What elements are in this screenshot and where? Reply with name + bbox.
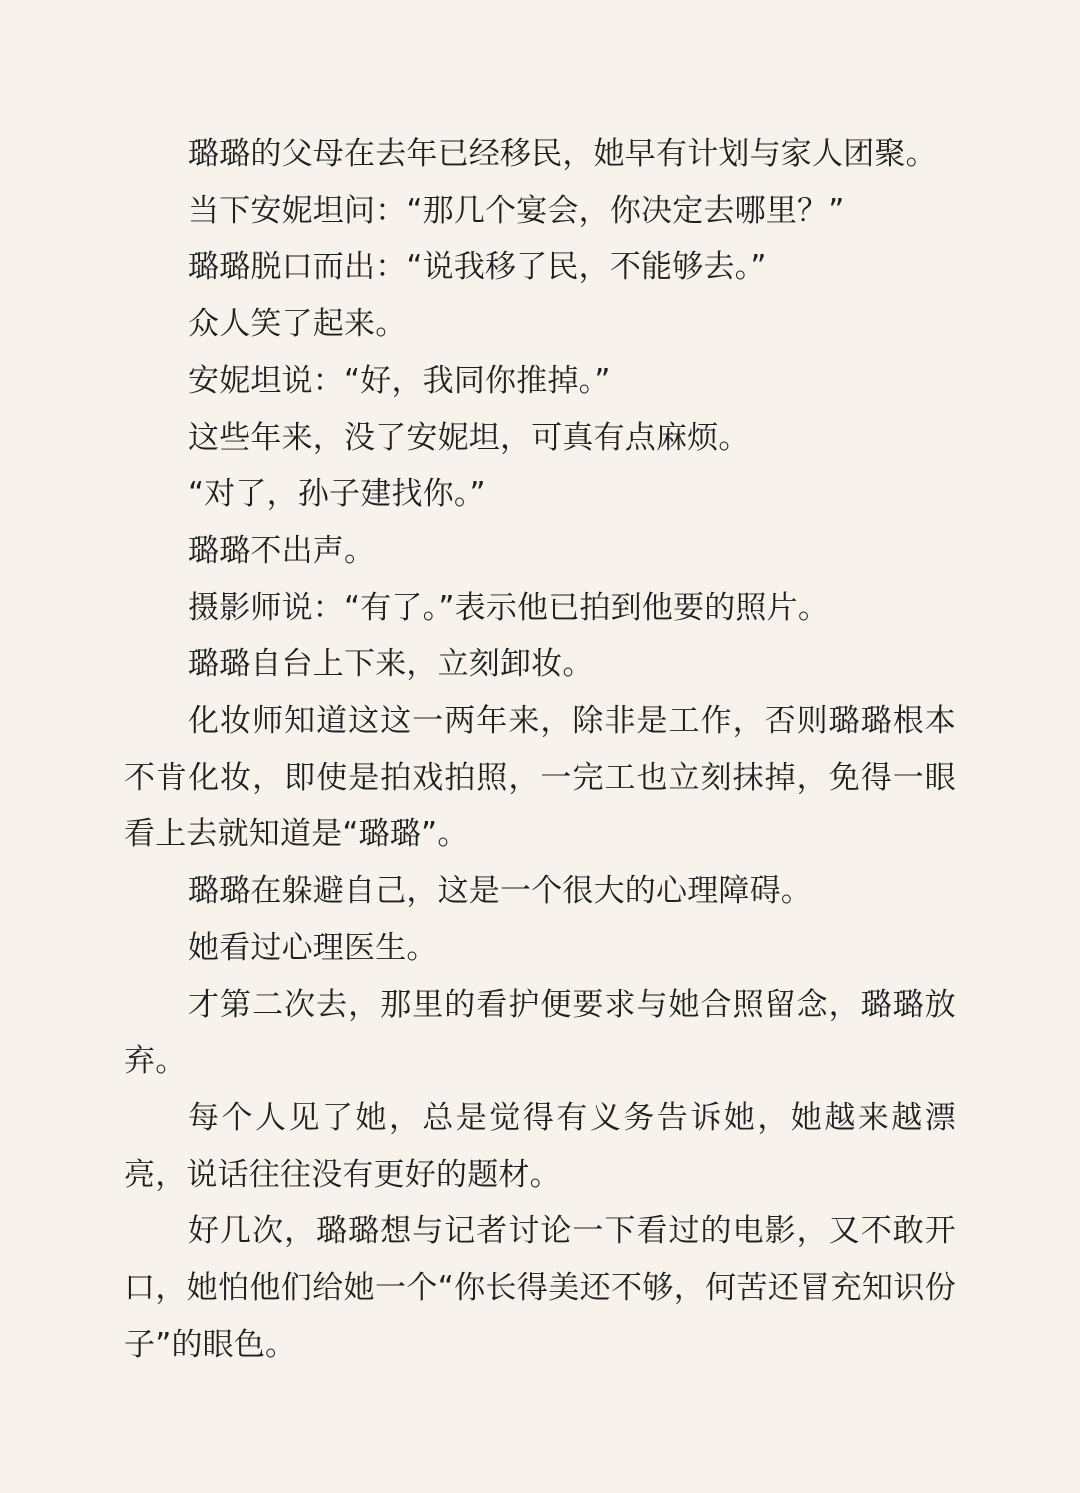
paragraph-10: 璐璐自台上下来，立刻卸妆。 — [188, 646, 594, 683]
paragraph-12: 璐璐在躲避自己，这是一个很大的心理障碍。 — [188, 873, 812, 910]
paragraph-8: 璐璐不出声。 — [188, 532, 376, 569]
paragraph-16: 好几次，璐璐想与记者讨论一下看过的电影，又不敢开口，她怕他们给她一个“你长得美还不够，何苦还冒充知识份子”的眼色。 — [124, 1213, 956, 1363]
paragraph-6: 这些年来，没了安妮坦，可真有点麻烦。 — [188, 419, 750, 456]
paragraph-2: 当下安妮坦问：“那几个宴会，你决定去哪里？” — [188, 192, 845, 229]
paragraph-9: 摄影师说：“有了。”表示他已拍到他要的照片。 — [188, 589, 830, 626]
paragraph-5: 安妮坦说：“好，我同你推掉。” — [188, 362, 611, 399]
paragraph-13: 她看过心理医生。 — [188, 929, 438, 966]
paragraph-4: 众人笑了起来。 — [188, 306, 407, 343]
paragraph-7: “对了，孙子建找你。” — [188, 476, 486, 513]
paragraph-3: 璐璐脱口而出：“说我移了民，不能够去。” — [188, 249, 767, 286]
text-body — [124, 126, 956, 1373]
paragraph-14: 才第二次去，那里的看护便要求与她合照留念，璐璐放弃。 — [124, 986, 956, 1080]
paragraph-15: 每个人见了她，总是觉得有义务告诉她，她越来越漂亮，说话往往没有更好的题材。 — [124, 1099, 956, 1193]
paragraph-1: 璐璐的父母在去年已经移民，她早有计划与家人团聚。 — [188, 136, 937, 172]
paragraph-11: 化妆师知道这这一两年来，除非是工作，否则璐璐根本不肯化妆，即使是拍戏拍照，一完工也立刻抹掉，免得一眼看上去就知道是“璐璐”。 — [124, 703, 956, 853]
